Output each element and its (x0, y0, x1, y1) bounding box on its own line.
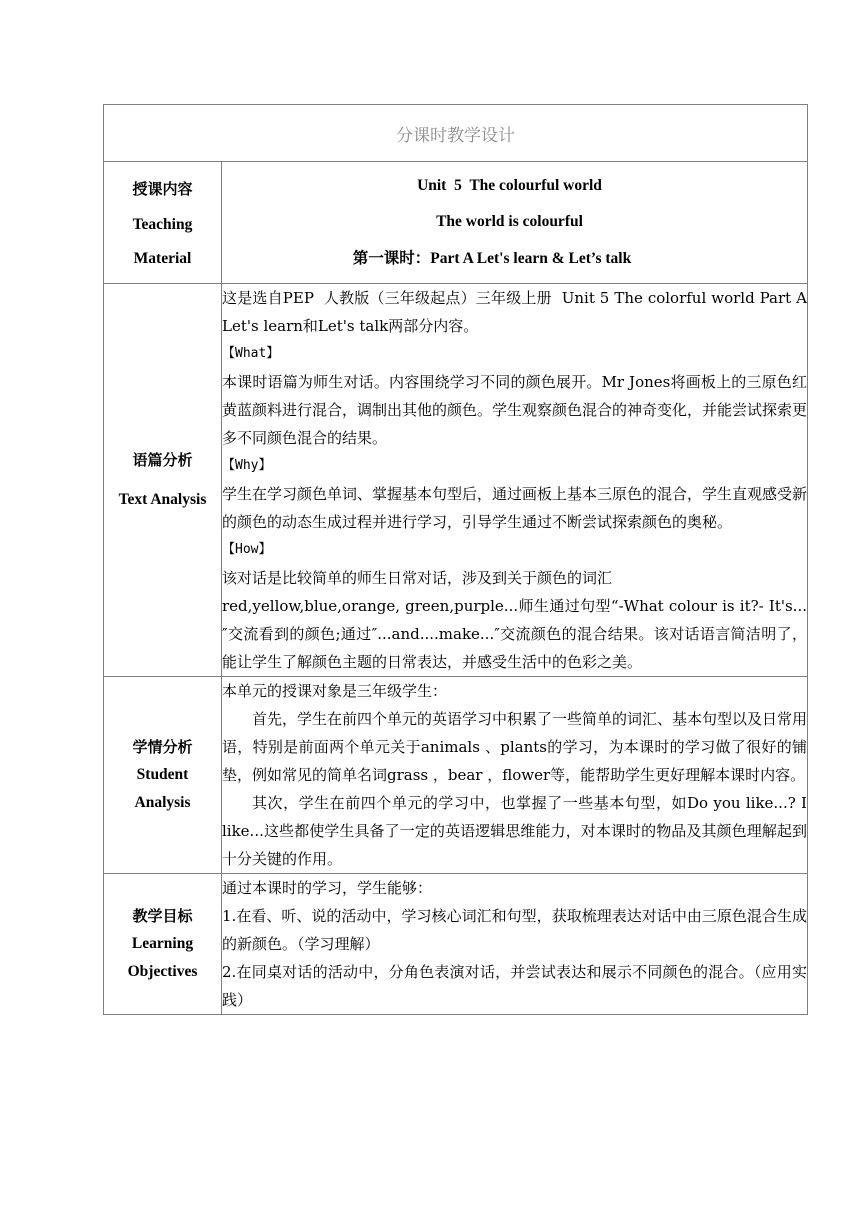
text-analysis-label (104, 284, 222, 677)
student-analysis-label (104, 677, 222, 874)
learning-objectives-label (104, 874, 222, 1015)
learning-objectives-label-en-1: Learning (131, 935, 194, 952)
student-analysis-row (104, 677, 808, 874)
learning-objective-1: 1.在看、听、说的活动中，学习核心词汇和句型，获取梳理表达对话中由三原色混合生成的新颜色。（学习理解） (222, 907, 807, 953)
what-heading: 【What】 (222, 346, 280, 361)
learning-objectives-intro: 通过本课时的学习，学生能够： (222, 879, 433, 897)
what-text: 本课时语篇为师生对话。内容围绕学习不同的颜色展开。Mr Jones将画板上的三原色红黄蓝颜料进行混合，调制出其他的颜色。学生观察颜色混合的神奇变化，并能尝试探索更多不同颜色混合的结果。 (222, 373, 808, 447)
teaching-material-label-en-1: Teaching (132, 215, 193, 233)
learning-objectives-row (104, 874, 808, 1015)
title-row (104, 105, 808, 162)
teaching-material-content (222, 162, 808, 284)
student-analysis-content (222, 677, 808, 874)
student-analysis-label-en-1: Student (136, 766, 189, 783)
learning-objectives-content (222, 874, 808, 1015)
text-analysis-content (222, 284, 812, 677)
unit-subtitle: The world is colourful (436, 213, 583, 231)
teaching-material-row (104, 162, 808, 284)
how-text-line1: 该对话是比较简单的师生日常对话，涉及到关于颜色的词汇 (222, 569, 613, 587)
text-analysis-row (104, 284, 808, 677)
teaching-material-label-en-2: Material (133, 249, 192, 267)
how-heading: 【How】 (222, 542, 272, 557)
how-text-line2: red,yellow,blue,orange, green,purple...师生通过句型“-What colour is it?- It's...″交流看到的颜色;通过″...and....make...″交流颜色的混合结果。该对话语言简洁明了，能让学生了解颜色主题的日常表达，并感受生活中的色彩之美。 (222, 597, 807, 671)
student-analysis-para2: 其次，学生在前四个单元的学习中，也掌握了一些基本句型，如Do you like...? I like...这些都使学生具备了一定的英语逻辑思维能力，对本课时的物品及其颜色理解起到十分关键的作用。 (222, 794, 807, 868)
why-text: 学生在学习颜色单词、掌握基本句型后，通过画板上基本三原色的混合，学生直观感受新的颜色的动态生成过程并进行学习，引导学生通过不断尝试探索颜色的奥秘。 (222, 485, 808, 531)
student-analysis-label-cn: 学情分析 (132, 738, 193, 756)
teaching-material-label-cn: 授课内容 (132, 179, 193, 198)
lesson-title: 第一课时：Part A Let's learn & Let’s talk (352, 249, 632, 267)
text-analysis-intro: 这是选自PEP 人教版（三年级起点）三年级上册 Unit 5 The colorful world Part A Let's learn和Let's talk两部分内容。 (222, 289, 812, 335)
student-analysis-para1: 首先，学生在前四个单元的英语学习中积累了一些简单的词汇、基本句型以及日常用语，特别是前面两个单元关于animals 、plants的学习，为本课时的学习做了很好的铺垫，例如常见的简单名词grass ，bear ，flower等，能帮助学生更好理解本课时内容。 (222, 710, 808, 784)
learning-objective-2: 2.在同桌对话的活动中，分角色表演对话，并尝试表达和展示不同颜色的混合。（应用实践） (222, 963, 807, 1009)
student-analysis-intro: 本单元的授课对象是三年级学生： (222, 682, 448, 700)
text-analysis-label-en: Text Analysis (118, 491, 207, 508)
learning-objectives-label-cn: 教学目标 (132, 907, 193, 925)
learning-objectives-label-en-2: Objectives (127, 963, 198, 980)
text-analysis-label-cn: 语篇分析 (132, 451, 193, 469)
student-analysis-label-en-2: Analysis (134, 794, 191, 811)
why-heading: 【Why】 (222, 458, 272, 473)
lesson-plan-table (103, 104, 812, 1015)
unit-title: Unit 5 The colourful world (417, 176, 602, 194)
document-title: 分课时教学设计 (104, 105, 808, 162)
